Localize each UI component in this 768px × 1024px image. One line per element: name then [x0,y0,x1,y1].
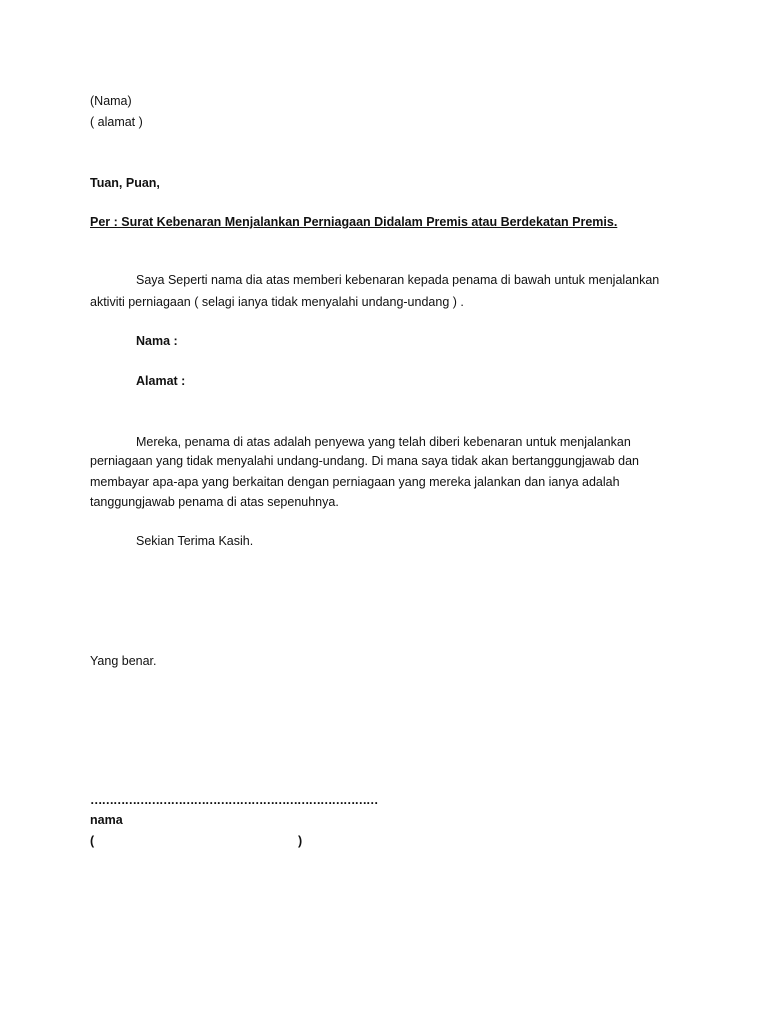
salutation: Tuan, Puan, [90,176,160,190]
paragraph-2-line-4: tanggungjawab penama di atas sepenuhnya. [90,495,339,509]
paragraph-2-line-1: Mereka, penama di atas adalah penyewa yang telah diberi kebenaran untuk menjalankan [136,435,631,449]
signature-paren-open: ( [90,834,95,848]
sign-off: Yang benar. [90,654,157,668]
sender-name: (Nama) [90,94,132,108]
signature-paren-close: ) [298,834,303,848]
field-name-label: Nama : [136,334,178,348]
signature-name: nama [90,813,123,827]
signature-line: ………………………………………………………………… [90,793,378,807]
closing-remark: Sekian Terima Kasih. [136,534,254,548]
field-address-label: Alamat : [136,374,186,388]
sender-address: ( alamat ) [90,115,143,129]
paragraph-1-line-2: aktiviti perniagaan ( selagi ianya tidak menyalahi undang-undang ) . [90,295,464,309]
paragraph-2-line-3: membayar apa-apa yang berkaitan dengan perniagaan yang mereka jalankan dan ianya adalah [90,475,620,489]
paragraph-1-line-1: Saya Seperti nama dia atas memberi kebenaran kepada penama di bawah untuk menjalankan [136,273,660,287]
paragraph-2-line-2: perniagaan yang tidak menyalahi undang-undang. Di mana saya tidak akan bertanggungjawab dan [90,454,640,468]
subject-line: Per : Surat Kebenaran Menjalankan Perniagaan Didalam Premis atau Berdekatan Premis. [90,215,618,229]
